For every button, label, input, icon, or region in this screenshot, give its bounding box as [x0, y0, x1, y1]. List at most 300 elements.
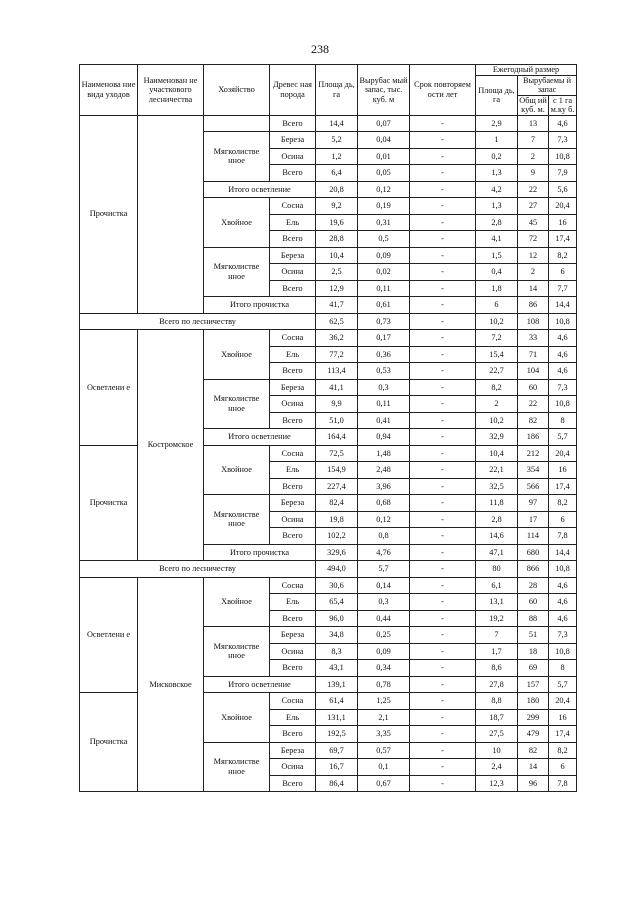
- harvest-total-cell: 60: [518, 379, 549, 396]
- table-row: [80, 313, 577, 330]
- harvest-per-ha-cell: 16: [549, 462, 577, 479]
- area-cell: 8,3: [316, 643, 358, 660]
- volume-cell: 3,96: [358, 478, 410, 495]
- harvest-total-cell: 180: [518, 693, 549, 710]
- header-species: Древес ная порода: [270, 65, 316, 116]
- volume-cell: 2,1: [358, 709, 410, 726]
- area-cell: 102,2: [316, 528, 358, 545]
- period-cell: -: [410, 594, 476, 611]
- harvest-total-cell: 212: [518, 445, 549, 462]
- annual-area-cell: 8,8: [476, 693, 518, 710]
- period-cell: -: [410, 132, 476, 149]
- volume-cell: 0,1: [358, 759, 410, 776]
- harvest-total-cell: 97: [518, 495, 549, 512]
- harvest-per-ha-cell: 10,8: [549, 561, 577, 578]
- harvest-per-ha-cell: 16: [549, 709, 577, 726]
- harvest-per-ha-cell: 4,6: [549, 577, 577, 594]
- harvest-per-ha-cell: 10,8: [549, 148, 577, 165]
- harvest-per-ha-cell: 4,6: [549, 363, 577, 380]
- area-cell: 192,5: [316, 726, 358, 743]
- species-cell: Ель: [270, 709, 316, 726]
- annual-area-cell: 1,3: [476, 198, 518, 215]
- harvest-total-cell: 45: [518, 214, 549, 231]
- annual-area-cell: 0,4: [476, 264, 518, 281]
- period-cell: -: [410, 313, 476, 330]
- species-cell: Береза: [270, 627, 316, 644]
- period-cell: -: [410, 198, 476, 215]
- harvest-total-cell: 14: [518, 280, 549, 297]
- volume-cell: 0,94: [358, 429, 410, 446]
- district-cell: [138, 115, 204, 313]
- area-cell: 139,1: [316, 676, 358, 693]
- harvest-per-ha-cell: 5,7: [549, 676, 577, 693]
- volume-cell: 0,19: [358, 198, 410, 215]
- harvest-total-cell: 60: [518, 594, 549, 611]
- area-cell: 43,1: [316, 660, 358, 677]
- volume-cell: 0,09: [358, 643, 410, 660]
- harvest-total-cell: 51: [518, 627, 549, 644]
- page-number: 238: [311, 42, 329, 56]
- area-cell: 164,4: [316, 429, 358, 446]
- economy-cell: Мягколистве нное: [204, 742, 270, 792]
- harvest-per-ha-cell: 7,7: [549, 280, 577, 297]
- period-cell: -: [410, 660, 476, 677]
- volume-cell: 5,7: [358, 561, 410, 578]
- harvest-per-ha-cell: 8,2: [549, 247, 577, 264]
- harvest-per-ha-cell: 10,8: [549, 643, 577, 660]
- period-cell: -: [410, 429, 476, 446]
- volume-cell: 0,34: [358, 660, 410, 677]
- harvest-per-ha-cell: 4,6: [549, 115, 577, 132]
- harvest-per-ha-cell: 6: [549, 264, 577, 281]
- harvest-total-cell: 2: [518, 148, 549, 165]
- species-cell: Всего: [270, 363, 316, 380]
- area-cell: 2,5: [316, 264, 358, 281]
- harvest-per-ha-cell: 4,6: [549, 330, 577, 347]
- species-cell: Ель: [270, 462, 316, 479]
- harvest-total-cell: 108: [518, 313, 549, 330]
- period-cell: -: [410, 363, 476, 380]
- economy-cell: Мягколистве нное: [204, 247, 270, 297]
- harvest-total-cell: 9: [518, 165, 549, 182]
- volume-cell: 0,12: [358, 511, 410, 528]
- economy-cell: Мягколистве нное: [204, 379, 270, 429]
- annual-area-cell: 2,8: [476, 214, 518, 231]
- annual-area-cell: 12,3: [476, 775, 518, 792]
- period-cell: -: [410, 478, 476, 495]
- period-cell: -: [410, 412, 476, 429]
- annual-area-cell: 14,6: [476, 528, 518, 545]
- annual-area-cell: 11,8: [476, 495, 518, 512]
- harvest-total-cell: 14: [518, 759, 549, 776]
- harvest-per-ha-cell: 4,6: [549, 594, 577, 611]
- area-cell: 41,1: [316, 379, 358, 396]
- harvest-per-ha-cell: 7,9: [549, 165, 577, 182]
- volume-cell: 0,05: [358, 165, 410, 182]
- species-cell: Всего: [270, 660, 316, 677]
- species-cell: Всего: [270, 528, 316, 545]
- period-cell: -: [410, 148, 476, 165]
- species-cell: Всего: [270, 412, 316, 429]
- harvest-total-cell: 88: [518, 610, 549, 627]
- harvest-total-cell: 680: [518, 544, 549, 561]
- harvest-total-cell: 86: [518, 297, 549, 314]
- harvest-per-ha-cell: 4,6: [549, 610, 577, 627]
- species-cell: Всего: [270, 231, 316, 248]
- economy-cell: Мягколистве нное: [204, 132, 270, 182]
- harvest-total-cell: 186: [518, 429, 549, 446]
- period-cell: -: [410, 544, 476, 561]
- species-cell: Сосна: [270, 445, 316, 462]
- header-period: Срок повторяем ости лет: [410, 65, 476, 116]
- harvest-total-cell: 7: [518, 132, 549, 149]
- annual-area-cell: 80: [476, 561, 518, 578]
- species-cell: Всего: [270, 726, 316, 743]
- economy-cell: Мягколистве нное: [204, 495, 270, 545]
- area-cell: 82,4: [316, 495, 358, 512]
- period-cell: -: [410, 693, 476, 710]
- annual-area-cell: 18,7: [476, 709, 518, 726]
- district-cell: Костромское: [138, 330, 204, 561]
- subtotal-label: Итого осветление: [204, 676, 316, 693]
- area-cell: 20,8: [316, 181, 358, 198]
- table-row: [80, 577, 577, 594]
- species-cell: Осина: [270, 148, 316, 165]
- volume-cell: 0,67: [358, 775, 410, 792]
- period-cell: -: [410, 280, 476, 297]
- species-cell: Береза: [270, 379, 316, 396]
- harvest-total-cell: 2: [518, 264, 549, 281]
- table-row: [80, 330, 577, 347]
- harvest-total-cell: 12: [518, 247, 549, 264]
- care-type-cell: Прочистка: [80, 445, 138, 561]
- volume-cell: 0,09: [358, 247, 410, 264]
- harvest-per-ha-cell: 20,4: [549, 198, 577, 215]
- species-cell: Осина: [270, 264, 316, 281]
- volume-cell: 0,07: [358, 115, 410, 132]
- area-cell: 14,4: [316, 115, 358, 132]
- harvest-total-cell: 13: [518, 115, 549, 132]
- header-annual-area: Площа дь, га: [476, 75, 518, 115]
- header-annual-size: Ежегодный размер: [476, 65, 577, 76]
- care-type-cell: Прочистка: [80, 115, 138, 313]
- volume-cell: 0,68: [358, 495, 410, 512]
- period-cell: -: [410, 445, 476, 462]
- economy-cell: Мягколистве нное: [204, 627, 270, 677]
- annual-area-cell: 4,2: [476, 181, 518, 198]
- header-volume: Вырубас мый запас, тыс. куб. м: [358, 65, 410, 116]
- harvest-total-cell: 18: [518, 643, 549, 660]
- annual-area-cell: 10: [476, 742, 518, 759]
- annual-area-cell: 6: [476, 297, 518, 314]
- period-cell: -: [410, 396, 476, 413]
- annual-area-cell: 4,1: [476, 231, 518, 248]
- area-cell: 1,2: [316, 148, 358, 165]
- annual-area-cell: 1,7: [476, 643, 518, 660]
- area-cell: 30,6: [316, 577, 358, 594]
- volume-cell: 0,53: [358, 363, 410, 380]
- harvest-total-cell: 71: [518, 346, 549, 363]
- care-type-cell: Осветлени е: [80, 577, 138, 693]
- species-cell: Ель: [270, 594, 316, 611]
- period-cell: -: [410, 676, 476, 693]
- annual-area-cell: 8,6: [476, 660, 518, 677]
- period-cell: -: [410, 264, 476, 281]
- species-cell: Всего: [270, 610, 316, 627]
- annual-area-cell: 2,8: [476, 511, 518, 528]
- period-cell: -: [410, 742, 476, 759]
- header-harvest-total: Общ ий куб. м.: [519, 95, 547, 115]
- header-district: Наименован не участкового лесничества: [138, 65, 204, 116]
- species-cell: Осина: [270, 759, 316, 776]
- period-cell: -: [410, 643, 476, 660]
- annual-area-cell: 0,2: [476, 148, 518, 165]
- subtotal-label: Итого прочистка: [204, 297, 316, 314]
- annual-area-cell: 7,2: [476, 330, 518, 347]
- period-cell: -: [410, 627, 476, 644]
- volume-cell: 1,48: [358, 445, 410, 462]
- economy-cell: Хвойное: [204, 445, 270, 495]
- economy-cell: Хвойное: [204, 577, 270, 627]
- annual-area-cell: 10,4: [476, 445, 518, 462]
- period-cell: -: [410, 495, 476, 512]
- harvest-total-cell: 17: [518, 511, 549, 528]
- species-cell: Всего: [270, 775, 316, 792]
- volume-cell: 0,01: [358, 148, 410, 165]
- volume-cell: 0,14: [358, 577, 410, 594]
- harvest-per-ha-cell: 10,8: [549, 396, 577, 413]
- harvest-per-ha-cell: 7,8: [549, 775, 577, 792]
- species-cell: Береза: [270, 742, 316, 759]
- harvest-total-cell: 28: [518, 577, 549, 594]
- period-cell: -: [410, 610, 476, 627]
- period-cell: -: [410, 775, 476, 792]
- annual-area-cell: 2,4: [476, 759, 518, 776]
- area-cell: 19,8: [316, 511, 358, 528]
- period-cell: -: [410, 115, 476, 132]
- harvest-per-ha-cell: 4,6: [549, 346, 577, 363]
- harvest-per-ha-cell: 7,3: [549, 379, 577, 396]
- period-cell: -: [410, 511, 476, 528]
- area-cell: 72,5: [316, 445, 358, 462]
- period-cell: -: [410, 759, 476, 776]
- area-cell: 41,7: [316, 297, 358, 314]
- forest-care-table: [79, 64, 577, 792]
- species-cell: Сосна: [270, 693, 316, 710]
- annual-area-cell: 13,1: [476, 594, 518, 611]
- economy-cell: [204, 115, 270, 132]
- harvest-per-ha-cell: 5,6: [549, 181, 577, 198]
- table-row: [80, 115, 577, 132]
- table-body: [80, 115, 577, 792]
- annual-area-cell: 32,9: [476, 429, 518, 446]
- area-cell: 5,2: [316, 132, 358, 149]
- area-cell: 28,8: [316, 231, 358, 248]
- period-cell: -: [410, 379, 476, 396]
- volume-cell: 4,76: [358, 544, 410, 561]
- area-cell: 154,9: [316, 462, 358, 479]
- volume-cell: 0,5: [358, 231, 410, 248]
- volume-cell: 0,8: [358, 528, 410, 545]
- area-cell: 113,4: [316, 363, 358, 380]
- annual-area-cell: 10,2: [476, 313, 518, 330]
- volume-cell: 0,41: [358, 412, 410, 429]
- annual-area-cell: 1: [476, 132, 518, 149]
- subtotal-label: Итого осветление: [204, 181, 316, 198]
- annual-area-cell: 22,7: [476, 363, 518, 380]
- header-harvest-per-ha: с 1 га м.ку б.: [549, 95, 577, 115]
- harvest-total-cell: 566: [518, 478, 549, 495]
- care-type-cell: Прочистка: [80, 693, 138, 792]
- volume-cell: 0,02: [358, 264, 410, 281]
- area-cell: 9,2: [316, 198, 358, 215]
- harvest-per-ha-cell: 8,2: [549, 742, 577, 759]
- volume-cell: 0,3: [358, 379, 410, 396]
- annual-area-cell: 22,1: [476, 462, 518, 479]
- volume-cell: 0,57: [358, 742, 410, 759]
- care-type-cell: Осветлени е: [80, 330, 138, 446]
- volume-cell: 0,61: [358, 297, 410, 314]
- volume-cell: 2,48: [358, 462, 410, 479]
- harvest-per-ha-cell: 14,4: [549, 297, 577, 314]
- annual-area-cell: 47,1: [476, 544, 518, 561]
- economy-cell: Хвойное: [204, 693, 270, 743]
- species-cell: Береза: [270, 132, 316, 149]
- period-cell: -: [410, 181, 476, 198]
- harvest-total-cell: 354: [518, 462, 549, 479]
- harvest-per-ha-cell: 7,3: [549, 627, 577, 644]
- area-cell: 10,4: [316, 247, 358, 264]
- volume-cell: 3,35: [358, 726, 410, 743]
- species-cell: Осина: [270, 396, 316, 413]
- annual-area-cell: 10,2: [476, 412, 518, 429]
- species-cell: Сосна: [270, 577, 316, 594]
- harvest-total-cell: 479: [518, 726, 549, 743]
- area-cell: 131,1: [316, 709, 358, 726]
- subtotal-label: Итого прочистка: [204, 544, 316, 561]
- species-cell: Береза: [270, 495, 316, 512]
- harvest-total-cell: 72: [518, 231, 549, 248]
- harvest-total-cell: 299: [518, 709, 549, 726]
- economy-cell: Хвойное: [204, 198, 270, 248]
- volume-cell: 0,44: [358, 610, 410, 627]
- species-cell: Сосна: [270, 198, 316, 215]
- species-cell: Ель: [270, 214, 316, 231]
- annual-area-cell: 1,8: [476, 280, 518, 297]
- annual-area-cell: 6,1: [476, 577, 518, 594]
- harvest-per-ha-cell: 17,4: [549, 478, 577, 495]
- harvest-per-ha-cell: 8,2: [549, 495, 577, 512]
- district-cell: Мисковское: [138, 577, 204, 792]
- harvest-per-ha-cell: 17,4: [549, 231, 577, 248]
- species-cell: Сосна: [270, 330, 316, 347]
- harvest-total-cell: 82: [518, 742, 549, 759]
- harvest-total-cell: 22: [518, 396, 549, 413]
- annual-area-cell: 1,5: [476, 247, 518, 264]
- volume-cell: 0,11: [358, 280, 410, 297]
- volume-cell: 0,73: [358, 313, 410, 330]
- harvest-total-cell: 33: [518, 330, 549, 347]
- area-cell: 86,4: [316, 775, 358, 792]
- harvest-per-ha-cell: 6: [549, 759, 577, 776]
- area-cell: 34,8: [316, 627, 358, 644]
- area-cell: 96,0: [316, 610, 358, 627]
- period-cell: -: [410, 297, 476, 314]
- period-cell: -: [410, 726, 476, 743]
- area-cell: 36,2: [316, 330, 358, 347]
- district-total-label: Всего по лесничеству: [80, 561, 316, 578]
- species-cell: Осина: [270, 511, 316, 528]
- annual-area-cell: 1,3: [476, 165, 518, 182]
- volume-cell: 0,12: [358, 181, 410, 198]
- annual-area-cell: 15,4: [476, 346, 518, 363]
- area-cell: 65,4: [316, 594, 358, 611]
- harvest-per-ha-cell: 20,4: [549, 693, 577, 710]
- volume-cell: 0,36: [358, 346, 410, 363]
- volume-cell: 1,25: [358, 693, 410, 710]
- period-cell: -: [410, 330, 476, 347]
- annual-area-cell: 2,9: [476, 115, 518, 132]
- annual-area-cell: 27,5: [476, 726, 518, 743]
- harvest-per-ha-cell: 10,8: [549, 313, 577, 330]
- volume-cell: 0,04: [358, 132, 410, 149]
- district-total-label: Всего по лесничеству: [80, 313, 316, 330]
- harvest-per-ha-cell: 7,8: [549, 528, 577, 545]
- period-cell: -: [410, 577, 476, 594]
- period-cell: -: [410, 709, 476, 726]
- harvest-per-ha-cell: 6: [549, 511, 577, 528]
- area-cell: 69,7: [316, 742, 358, 759]
- period-cell: -: [410, 346, 476, 363]
- table-row: [80, 561, 577, 578]
- period-cell: -: [410, 231, 476, 248]
- area-cell: 62,5: [316, 313, 358, 330]
- header-area: Площа дь, га: [316, 65, 358, 116]
- area-cell: 329,6: [316, 544, 358, 561]
- harvest-total-cell: 96: [518, 775, 549, 792]
- species-cell: Всего: [270, 165, 316, 182]
- period-cell: -: [410, 528, 476, 545]
- area-cell: 9,9: [316, 396, 358, 413]
- species-cell: Береза: [270, 247, 316, 264]
- area-cell: 51,0: [316, 412, 358, 429]
- harvest-total-cell: 114: [518, 528, 549, 545]
- annual-area-cell: 32,5: [476, 478, 518, 495]
- harvest-per-ha-cell: 20,4: [549, 445, 577, 462]
- area-cell: 6,4: [316, 165, 358, 182]
- area-cell: 12,9: [316, 280, 358, 297]
- volume-cell: 0,25: [358, 627, 410, 644]
- header-harvest-volume: Вырубаемы й запас: [518, 75, 577, 95]
- harvest-total-cell: 157: [518, 676, 549, 693]
- annual-area-cell: 27,8: [476, 676, 518, 693]
- harvest-per-ha-cell: 5,7: [549, 429, 577, 446]
- period-cell: -: [410, 462, 476, 479]
- species-cell: Всего: [270, 478, 316, 495]
- area-cell: 19,6: [316, 214, 358, 231]
- species-cell: Всего: [270, 280, 316, 297]
- harvest-total-cell: 82: [518, 412, 549, 429]
- volume-cell: 0,31: [358, 214, 410, 231]
- harvest-total-cell: 27: [518, 198, 549, 215]
- harvest-per-ha-cell: 8: [549, 412, 577, 429]
- harvest-total-cell: 22: [518, 181, 549, 198]
- volume-cell: 0,78: [358, 676, 410, 693]
- header-care-type: Наименова ние вида уходов: [80, 65, 138, 116]
- harvest-per-ha-cell: 14,4: [549, 544, 577, 561]
- period-cell: -: [410, 165, 476, 182]
- period-cell: -: [410, 561, 476, 578]
